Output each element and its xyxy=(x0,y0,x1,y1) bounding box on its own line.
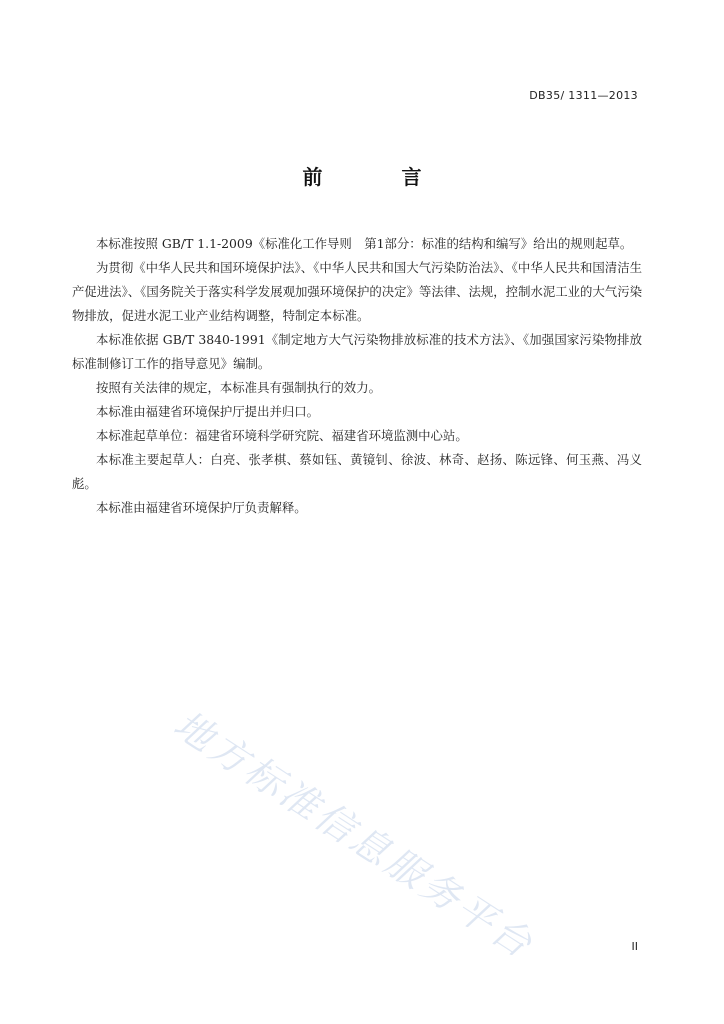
paragraph-interpretation: 本标准由福建省环境保护厅负责解释。 xyxy=(96,500,307,515)
paragraph-purpose: 为贯彻《中华人民共和国环境保护法》、《中华人民共和国大气污染防治法》、《中华人民共和国清洁生产促进法》、《国务院关于落实科学发展观加强环境保护的决定》等法律、法规，控制水泥工业的大气污染物排放，促进水泥工业产业结构调整，特制定本标准。 xyxy=(72,260,642,323)
paragraph-drafting-rules: 本标准按照 GB/T 1.1-2009《标准化工作导则 第1部分：标准的结构和编写》给出的规则起草。 xyxy=(96,236,633,251)
foreword-body xyxy=(72,232,642,520)
watermark: 地方标准信息服务平台 xyxy=(166,701,543,968)
paragraph-drafters: 本标准主要起草人：白亮、张孝棋、蔡如钰、黄镜钊、徐波、林奇、赵扬、陈远锋、何玉燕、冯义彪。 xyxy=(72,452,642,491)
paragraph-basis: 本标准依据 GB/T 3840-1991《制定地方大气污染物排放标准的技术方法》、《加强国家污染物排放标准制修订工作的指导意见》编制。 xyxy=(72,332,642,371)
standard-number: DB35/ 1311—2013 xyxy=(529,89,638,102)
paragraph-mandatory: 按照有关法律的规定，本标准具有强制执行的效力。 xyxy=(96,380,381,395)
paragraph-proposer: 本标准由福建省环境保护厅提出并归口。 xyxy=(96,404,320,419)
section-title: 前 言 xyxy=(302,165,458,189)
paragraph-drafting-units: 本标准起草单位：福建省环境科学研究院、福建省环境监测中心站。 xyxy=(96,428,468,443)
page-number: II xyxy=(631,940,638,953)
